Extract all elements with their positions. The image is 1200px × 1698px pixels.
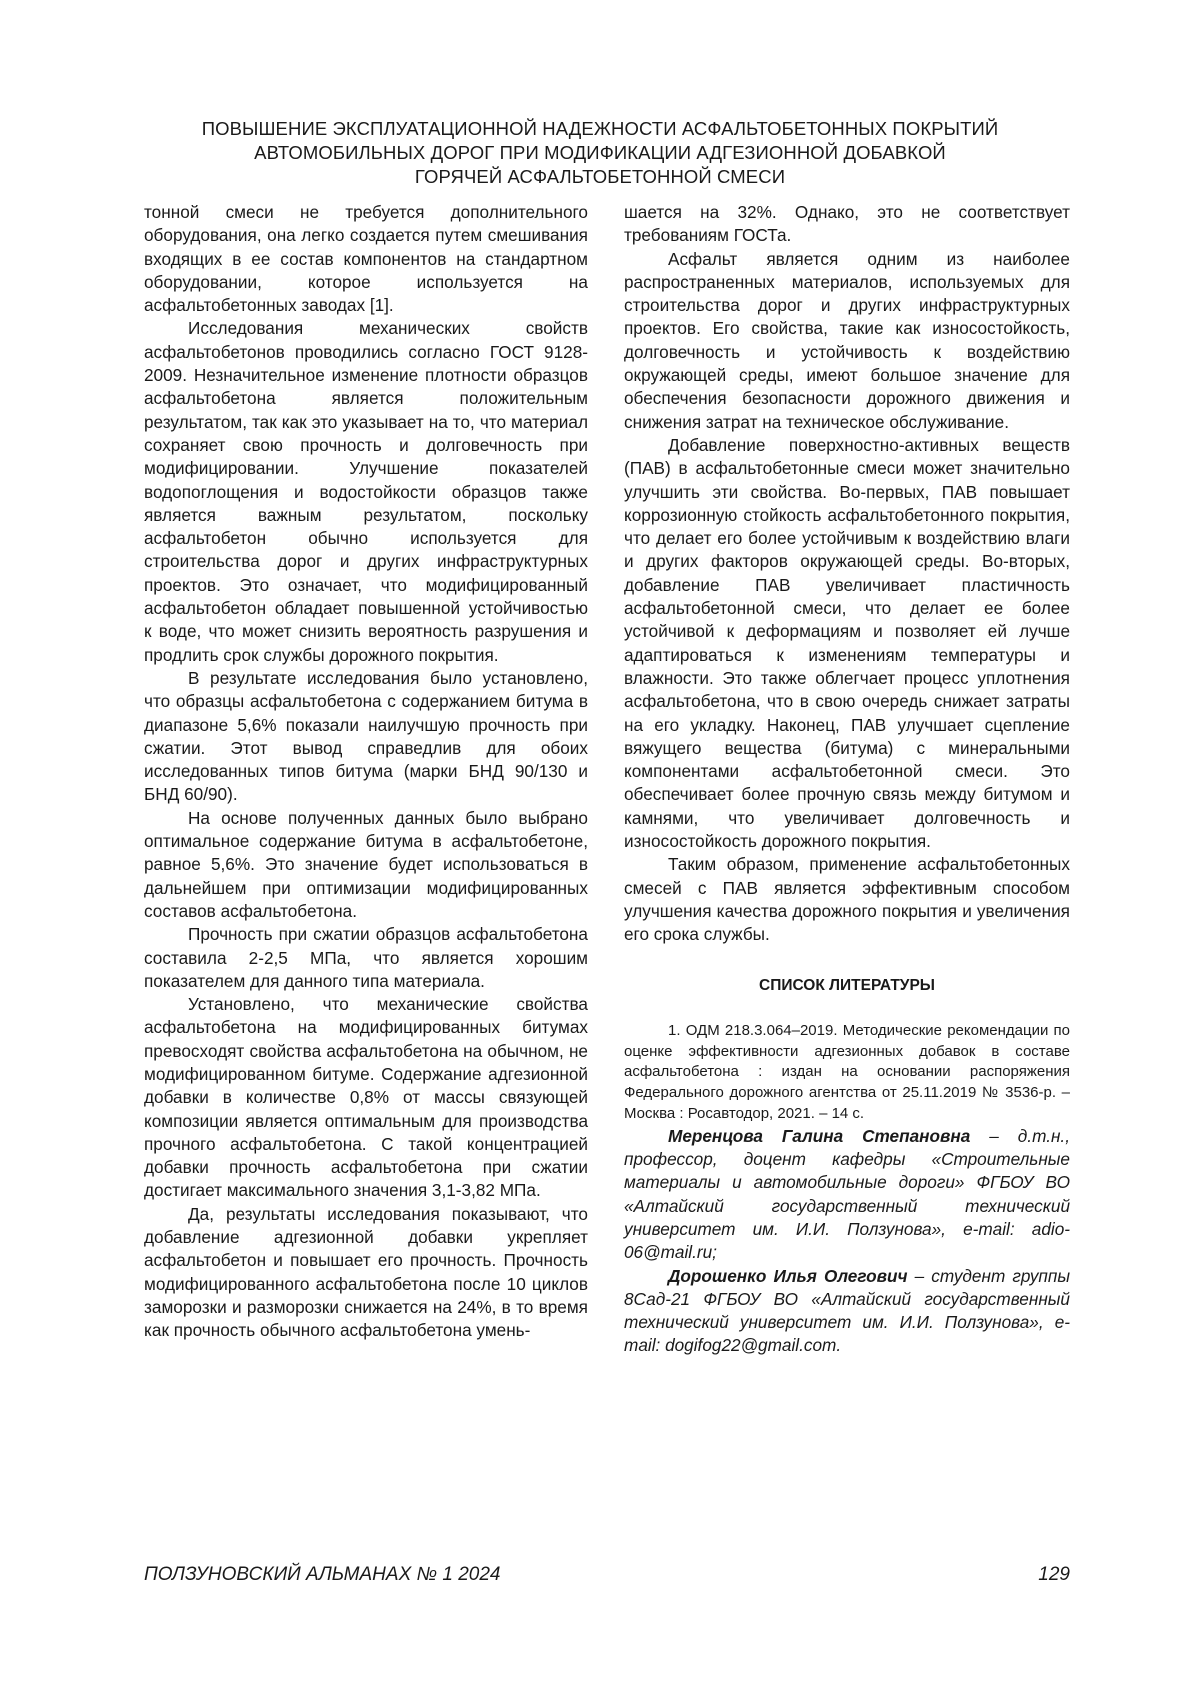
reference-item: 1. ОДМ 218.3.064–2019. Методические рекомендации по оценке эффективности адгезионных добавок в составе асфальтобетона : издан на основании распоряжения Федерального дорожного агентства от 25.11.2019 № 3536-р. – Москва : Росавтодор, 2021. – 14 с.: [624, 1021, 1070, 1122]
author-name: Меренцова Галина Степановна: [668, 1125, 971, 1146]
paragraph: Да, результаты исследования показывают, что добавление адгезионной добавки укрепляет асфальтобетон и повышает его прочность. Прочность модифицированного асфальтобетона после 10 циклов заморозки и разморозки снижается на 24%, в то время как прочность обычного асфальтобетона умень-: [144, 1203, 588, 1341]
references-title: СПИСОК ЛИТЕРАТУРЫ: [759, 976, 935, 994]
page-number: 129: [1038, 1564, 1070, 1585]
left-column: [144, 201, 588, 1343]
paragraph: Установлено, что механические свойства асфальтобетона на модифицированных битумах превосходят свойства асфальтобетона на обычном, не модифицированном битуме. Содержание адгезионной добавки в количестве 0,8% от массы связующей композиции является оптимальным для производства прочного асфальтобетона. С такой концентрацией добавки прочность асфальтобетона при сжатии достигает максимального значения 3,1-3,82 МПа.: [144, 994, 588, 1201]
header-line-1: ПОВЫШЕНИЕ ЭКСПЛУАТАЦИОННОЙ НАДЕЖНОСТИ АСФАЛЬТОБЕТОННЫХ ПОКРЫТИЙ: [201, 118, 999, 139]
right-column: [624, 201, 1070, 1358]
author-info: [624, 1125, 1070, 1265]
paragraph: шается на 32%. Однако, это не соответствует требованиям ГОСТа.: [624, 202, 1070, 246]
author-details: – студент группы 8Сад-21 ФГБОУ ВО «Алтайский государственный технический университет им. И.И. Ползунова», e-mail: dogifog22@gmail.com.: [624, 1265, 1070, 1356]
author-name: Дорошенко Илья Олегович: [668, 1265, 908, 1286]
paragraph: Таким образом, применение асфальтобетонных смесей с ПАВ является эффективным способом улучшения качества дорожного покрытия и увеличения его срока службы.: [624, 854, 1070, 945]
journal-title: ПОЛЗУНОВСКИЙ АЛЬМАНАХ № 1 2024: [144, 1564, 501, 1585]
paragraph: Добавление поверхностно-активных веществ (ПАВ) в асфальтобетонные смеси может значительно улучшить эти свойства. Во-первых, ПАВ повышает коррозионную стойкость асфальтобетонного покрытия, что делает его более устойчивым к воздействию влаги и других факторов окружающей среды. Во-вторых, добавление ПАВ увеличивает пластичность асфальтобетонной смеси, что делает ее более устойчивой к деформациям и позволяет ей лучше адаптироваться к изменениям температуры и влажности. Это также облегчает процесс уплотнения асфальтобетона, что в свою очередь снижает затраты на его укладку. Наконец, ПАВ улучшает сцепление вяжущего вещества (битума) с минеральными компонентами асфальтобетонной смеси. Это обеспечивает более прочную связь между битумом и камнями, что увеличивает долговечность и износостойкость дорожного покрытия.: [624, 434, 1070, 852]
page-footer: [144, 1564, 1070, 1586]
header-line-3: ГОРЯЧЕЙ АСФАЛЬТОБЕТОННОЙ СМЕСИ: [414, 166, 786, 187]
paragraph: Прочность при сжатии образцов асфальтобетона составила 2-2,5 МПа, что является хорошим показателем для данного типа материала.: [144, 924, 588, 991]
paragraph: В результате исследования было установлено, что образцы асфальтобетона с содержанием битума в диапазоне 5,6% показали наилучшую прочность при сжатии. Этот вывод справедлив для обоих исследованных типов битума (марки БНД 90/130 и БНД 60/90).: [144, 667, 588, 805]
paragraph: На основе полученных данных было выбрано оптимальное содержание битума в асфальтобетоне, равное 5,6%. Это значение будет использоваться в дальнейшем при оптимизации модифицированных составов асфальтобетона.: [144, 807, 588, 921]
paragraph: Исследования механических свойств асфальтобетонов проводились согласно ГОСТ 9128-2009. Незначительное изменение плотности образцов асфальтобетона является положительным результатом, так как это указывает на то, что материал сохраняет свою прочность и долговечность при модифицировании. Улучшение показателей водопоглощения и водостойкости образцов также является важным результатом, поскольку асфальтобетон обычно используется для строительства дорог и других инфраструктурных проектов. Это означает, что модифицированный асфальтобетон обладает повышенной устойчивостью к воде, что может снизить вероятность разрушения и продлить срок службы дорожного покрытия.: [144, 318, 588, 665]
article-header: [130, 117, 1070, 189]
paragraph: Асфальт является одним из наиболее распространенных материалов, используемых для строительства дорог и других инфраструктурных проектов. Его свойства, такие как износостойкость, долговечность и устойчивость к воздействию окружающей среды, имеют большое значение для обеспечения безопасности дорожного движения и снижения затрат на техническое обслуживание.: [624, 248, 1070, 432]
author-info: [624, 1265, 1070, 1358]
author-details: – д.т.н., профессор, доцент кафедры «Строительные материалы и автомобильные дороги» ФГБОУ ВО «Алтайский государственный технический университет им. И.И. Ползунова», e-mail: adio-06@mail.ru;: [624, 1125, 1070, 1263]
paragraph: тонной смеси не требуется дополнительного оборудования, она легко создается путем смешивания входящих в ее состав компонентов на стандартном оборудовании, которое используется на асфальтобетонных заводах [1].: [144, 202, 588, 316]
header-line-2: АВТОМОБИЛЬНЫХ ДОРОГ ПРИ МОДИФИКАЦИИ АДГЕЗИОННОЙ ДОБАВКОЙ: [254, 142, 946, 163]
